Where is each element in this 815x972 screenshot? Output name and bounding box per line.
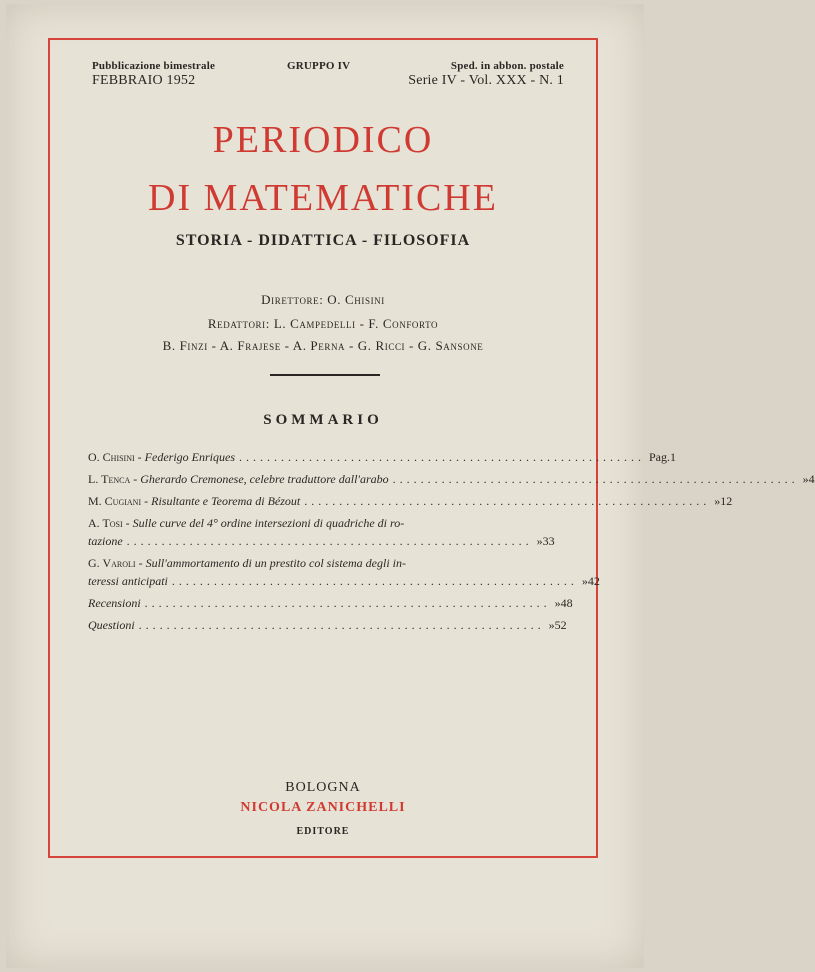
director: Direttore: O. Chisini [261,292,385,307]
series-volume: Serie IV - Vol. XXX - N. 1 [408,73,564,88]
postal-note: Sped. in abbon. postale [450,60,564,72]
title-line-2: DI MATEMATICHE [148,177,498,219]
issue-date: FEBBRAIO 1952 [92,73,196,88]
toc-ditto: » [581,574,588,588]
publisher-role: EDITORE [296,826,350,837]
toc-title-cont: tazione [88,534,123,548]
toc-title: Gherardo Cremonese, celebre traduttore dall'arabo [140,472,389,486]
toc-page: 4 [808,472,815,486]
toc-entry: A. Tosi - Sulle curve del 4° ordine intersezioni di quadriche di ro- tazione .......................................................... » 33 [88,516,555,548]
toc-page: 33 [542,534,555,548]
toc-entry: M. Cugiani - Risultante e Teorema di Bézout .......................................................... » 12 [88,494,733,508]
toc-page: 1 [670,450,676,464]
toc-ditto: » [536,534,543,548]
editors-line-2: B. Finzi - A. Frajese - A. Perna - G. Ricci - G. Sansone [162,338,484,353]
toc-ditto: » [714,494,721,508]
toc-title: Federigo Enriques [144,450,235,464]
toc-entry: O. Chisini - Federigo Enriques .......................................................... Pag. 1 [88,450,676,464]
title-line-1: PERIODICO [212,119,434,161]
toc-ditto: » [554,596,561,610]
toc-entry: Recensioni .......................................................... » 48 [88,596,573,610]
toc-title: Questioni [88,618,135,632]
toc-author: G. Varoli [88,556,136,570]
toc-title: Recensioni [88,596,141,610]
toc-title-cont: teressi anticipati [88,574,168,588]
toc-page: 52 [554,618,567,632]
publisher-city: BOLOGNA [285,780,361,795]
group: GRUPPO IV [287,60,351,72]
toc-author: M. Cugiani [88,494,142,508]
toc-author: O. Chisini [88,450,135,464]
toc-page: 42 [587,574,600,588]
periodicity: Pubblicazione bimestrale [92,60,216,72]
publisher-name: NICOLA ZANICHELLI [240,800,406,815]
toc-title: Sull'ammortamento di un prestito col sistema degli in- [145,556,406,570]
toc-author: L. Tenca [88,472,131,486]
toc-entry: L. Tenca - Gherardo Cremonese, celebre traduttore dall'arabo .......................................................... » 4 [88,472,815,486]
toc-page: 12 [720,494,733,508]
toc-entry: Questioni .......................................................... » 52 [88,618,567,632]
editors-line-1: Redattori: L. Campedelli - F. Conforto [207,316,439,331]
table-of-contents [88,448,815,638]
toc-page-label: Pag. [649,450,670,464]
divider [270,374,380,376]
toc-title: Sulle curve del 4° ordine intersezioni di quadriche di ro- [132,516,405,530]
toc-title: Risultante e Teorema di Bézout [151,494,301,508]
toc-author: A. Tosi [88,516,123,530]
toc-page: 48 [560,596,573,610]
sommario-heading: SOMMARIO [263,412,383,428]
subtitle: STORIA - DIDATTICA - FILOSOFIA [175,232,471,249]
toc-ditto: » [802,472,809,486]
toc-entry: G. Varoli - Sull'ammortamento di un prestito col sistema degli in- teressi anticipati .......................................................... » 42 [88,556,600,588]
toc-ditto: » [548,618,555,632]
